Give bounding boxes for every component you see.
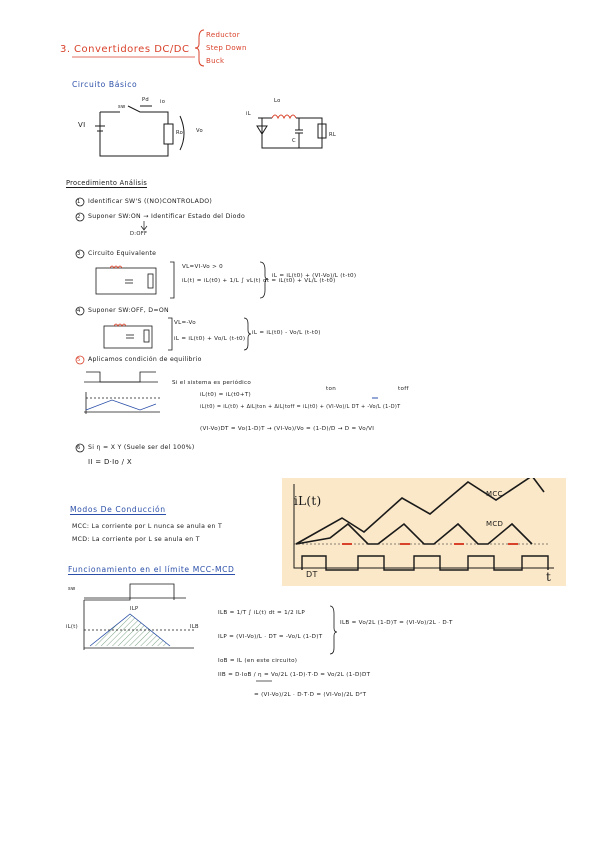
limit-eq3: ILB = Vo/2L (1-D)T = (VI-Vo)/2L · D·T xyxy=(340,620,453,626)
graph-curve-mcc: MCC xyxy=(486,490,503,498)
step-2-number: 2 xyxy=(77,214,81,220)
step-6-number: 6 xyxy=(77,445,81,451)
title-brace-item-2: Step Down xyxy=(206,44,247,52)
label-il: iL xyxy=(246,111,251,117)
step-5-number: 5 xyxy=(77,357,81,363)
limit-waveform xyxy=(84,584,194,650)
modo-mcd: MCD: La corriente por L se anula en T xyxy=(72,536,200,543)
step-6-text: Si η = X Y (Suele ser del 100%) xyxy=(88,444,195,451)
step-5-text: Aplicamos condición de equilibrio xyxy=(88,356,202,363)
graph-ylabel: iL(t) xyxy=(294,494,322,508)
eq-s5-a: iL(t0) = iL(t0+T) xyxy=(200,392,252,398)
step-1-text: Identificar SW'S ((NO)CONTROLADO) xyxy=(88,198,213,205)
step-1-number: 1 xyxy=(77,199,81,205)
limit-label-il: iL(t) xyxy=(66,624,78,630)
heading-circuito-basico: Circuito Básico xyxy=(72,80,138,89)
label-lo: Lo xyxy=(274,98,281,104)
eq-s4-c: iL = iL(t0) - Vo/L (t-t0) xyxy=(252,330,321,336)
heading-procedimiento: Procedimiento Análisis xyxy=(66,179,148,187)
limit-label-sw: sw xyxy=(68,586,76,592)
basic-circuit xyxy=(95,106,184,156)
label-io: io xyxy=(160,99,166,105)
limit-label-ilp: ILP xyxy=(130,606,139,612)
eq-s5-toff: toff xyxy=(398,386,409,392)
step-3-number: 3 xyxy=(77,251,81,257)
label-vi: VI xyxy=(78,121,86,129)
limit-label-ilb: ILB xyxy=(190,624,199,630)
eq-s3-c: iL = iL(t0) + (VI-Vo)/L (t-t0) xyxy=(272,273,357,279)
label-pd: Pd xyxy=(142,97,150,103)
graph-svg xyxy=(282,478,566,586)
label-rl: RL xyxy=(329,132,337,138)
eq-s4-a: VL=-Vo xyxy=(174,320,196,326)
limit-eq4: IoB = IL (en este circuito) xyxy=(218,658,298,664)
modo-mcc: MCC: La corriente por L nunca se anula en T xyxy=(72,523,223,530)
label-ro: Ro xyxy=(176,130,184,136)
section-number: 3. xyxy=(60,44,71,55)
eq-s5-ton: ton xyxy=(326,386,337,392)
heading-modos: Modos De Conducción xyxy=(70,505,166,514)
limit-eq5: IIB = D·IoB / η = Vo/2L (1-D)·T·D = Vo/2L (1-D)DT xyxy=(218,672,371,678)
graph-dt: DT xyxy=(306,570,318,579)
label-c: C xyxy=(292,138,296,144)
graph-curve-mcd: MCD xyxy=(486,520,504,528)
eq-s3-a: VL=VI-Vo > 0 xyxy=(182,264,224,270)
step-3-text: Circuito Equivalente xyxy=(88,250,157,257)
heading-funcionamiento: Funcionamiento en el límite MCC-MCD xyxy=(68,565,235,574)
eq-s5-b: iL(t0) = iL(t0) + ΔiL|ton + ΔiL|toff = iL(t0) + (VI-Vo)/L DT + -Vo/L (1-D)T xyxy=(200,404,401,410)
step5-waveform xyxy=(84,372,160,414)
label-sw: sw xyxy=(118,104,126,110)
title-brace-item-3: Buck xyxy=(206,57,225,65)
page-title: Convertidores DC/DC xyxy=(74,44,190,55)
limit-eq6: = (VI-Vo)/2L · D·T·D = (VI-Vo)/2L D²T xyxy=(254,692,367,698)
step-2-text: Suponer SW:ON → Identificar Estado del Diodo xyxy=(88,213,246,220)
limit-eq2: ILP = (VI-Vo)/L · DT = -Vo/L (1-D)T xyxy=(218,634,323,640)
eq-s6: II = D·Io / X xyxy=(88,458,132,466)
step-2-sub: D:OFF xyxy=(130,231,148,237)
eq-s5-c: (VI-Vo)DT = Vo(1-D)T → (VI-Vo)/Vo = (1-D)/D → D = Vo/VI xyxy=(200,426,375,432)
step-4-text: Suponer SW:OFF, D=ON xyxy=(88,307,169,314)
title-brace-item-1: Reductor xyxy=(206,31,240,39)
eq-s3-b: iL(t) = iL(t0) + 1/L ∫ vL(t) dt = iL(t0) + VL/L (t-t0) xyxy=(182,278,336,284)
conduction-modes-graph xyxy=(282,478,566,586)
label-vo: Vo xyxy=(196,128,203,134)
eq-s5-note: Si el sistema es periódico xyxy=(172,380,252,386)
eq-s4-b: iL = iL(t0) + Vo/L (t-t0) xyxy=(174,336,246,342)
step-4-number: 4 xyxy=(77,308,81,314)
limit-eq1: ILB = 1/T ∫ iL(t) dt = 1/2 ILP xyxy=(218,610,306,616)
graph-xlabel: t xyxy=(546,570,552,584)
